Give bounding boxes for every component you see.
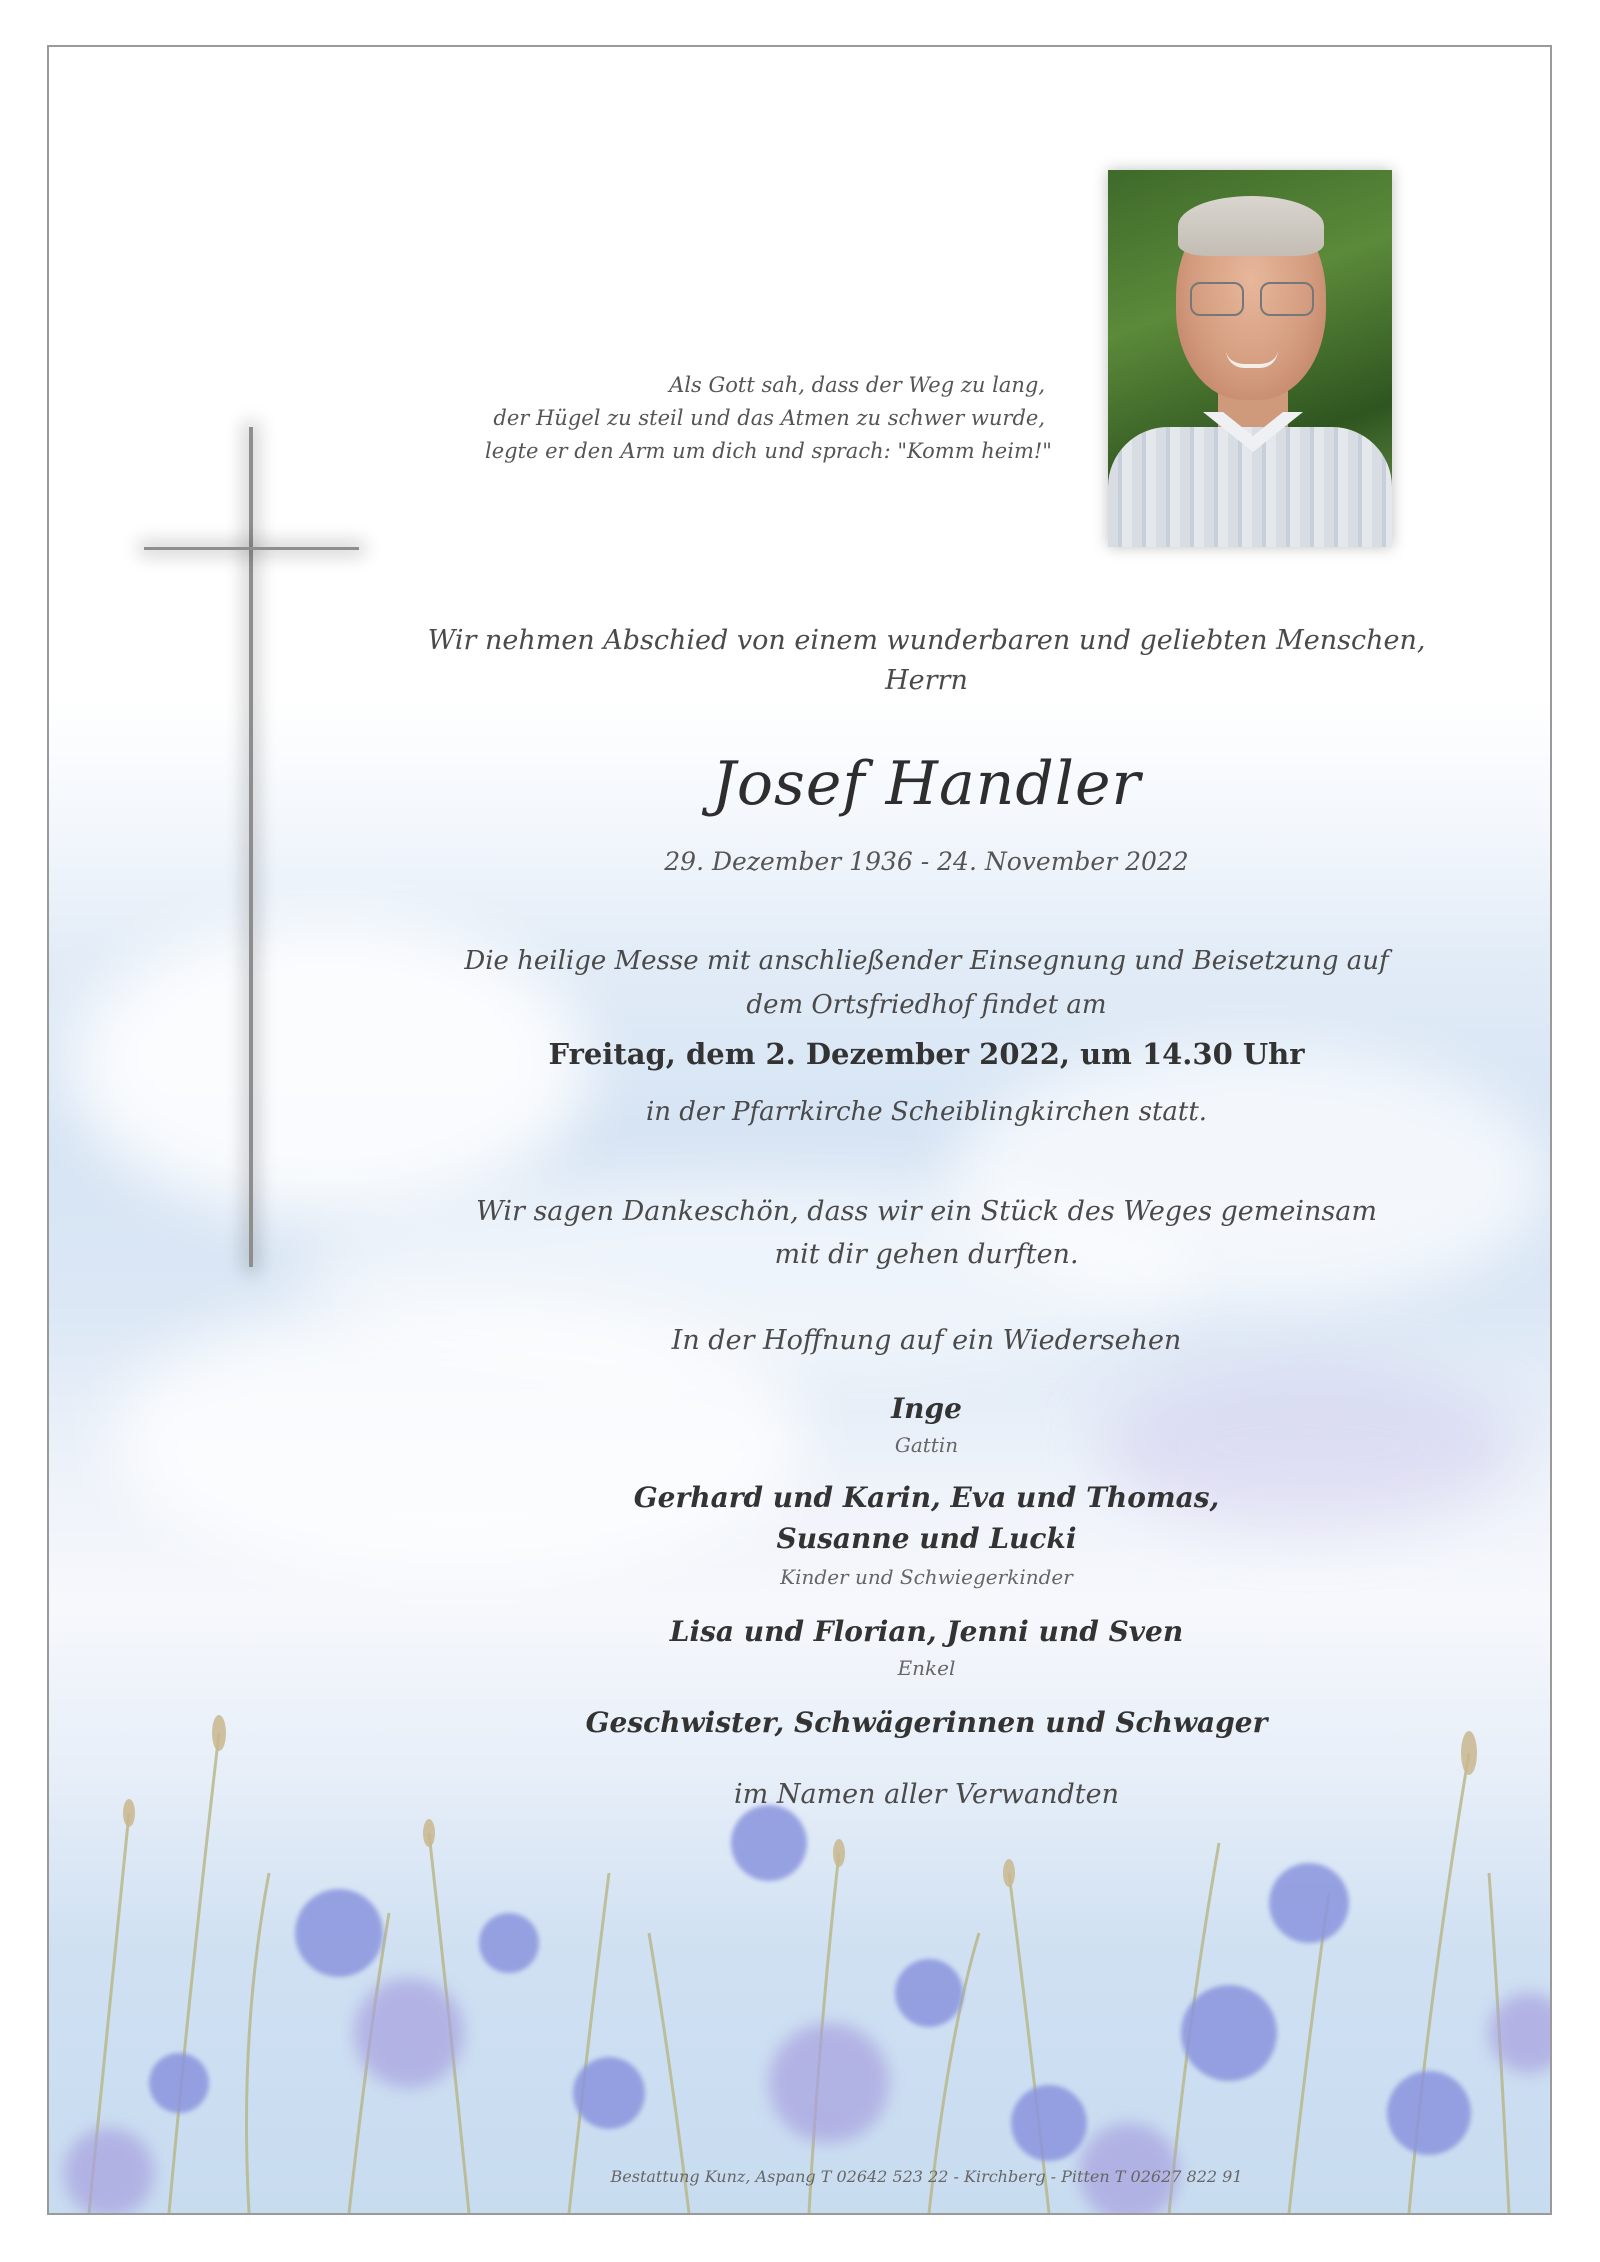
mourner-role: Enkel: [897, 1656, 956, 1680]
poem-line: Als Gott sah, dass der Weg zu lang,: [669, 373, 1045, 397]
poem-quote: [485, 369, 1052, 468]
service-datetime: Freitag, dem 2. Dezember 2022, um 14.30 Uhr: [548, 1037, 1305, 1071]
funeral-home-footer: Bestattung Kunz, Aspang T 02642 523 22 - Kirchberg - Pitten T 02627 822 91: [610, 2167, 1243, 2186]
portrait-photo: [1108, 170, 1392, 547]
service-info-line: dem Ortsfriedhof findet am: [746, 990, 1107, 1020]
farewell-intro-line: Wir nehmen Abschied von einem wunderbaren und geliebten Menschen,: [427, 625, 1426, 656]
service-info: [49, 939, 1552, 1027]
thanks-message: [49, 1190, 1552, 1276]
service-location: in der Pfarrkirche Scheiblingkirchen statt.: [645, 1097, 1208, 1127]
mourner-role: Kinder und Schwiegerkinder: [780, 1565, 1073, 1589]
mourner-name: Inge: [891, 1392, 962, 1425]
service-info-line: Die heilige Messe mit anschließender Einsegnung und Beisetzung auf: [464, 946, 1389, 976]
poem-line: der Hügel zu steil und das Atmen zu schwer wurde,: [493, 406, 1045, 430]
obituary-card: [47, 45, 1552, 2215]
mourner-name: Geschwister, Schwägerinnen und Schwager: [585, 1706, 1268, 1739]
mourner-name: Susanne und Lucki: [776, 1522, 1077, 1555]
poem-line: legte er den Arm um dich und sprach: "Komm heim!": [485, 439, 1052, 463]
hope-line: In der Hoffnung auf ein Wiedersehen: [671, 1325, 1182, 1356]
closing-line: im Namen aller Verwandten: [734, 1779, 1119, 1810]
life-dates: 29. Dezember 1936 - 24. November 2022: [664, 847, 1189, 876]
honorific: Herrn: [885, 665, 968, 696]
farewell-intro: [49, 621, 1552, 701]
mourner-name: Gerhard und Karin, Eva und Thomas,: [633, 1481, 1220, 1514]
deceased-name: Josef Handler: [711, 749, 1142, 819]
thanks-line: mit dir gehen durften.: [774, 1239, 1079, 1270]
thanks-line: Wir sagen Dankeschön, dass wir ein Stück des Weges gemeinsam: [476, 1196, 1377, 1227]
mourner-role: Gattin: [894, 1433, 959, 1457]
mourner-name: Lisa und Florian, Jenni und Sven: [669, 1615, 1184, 1648]
